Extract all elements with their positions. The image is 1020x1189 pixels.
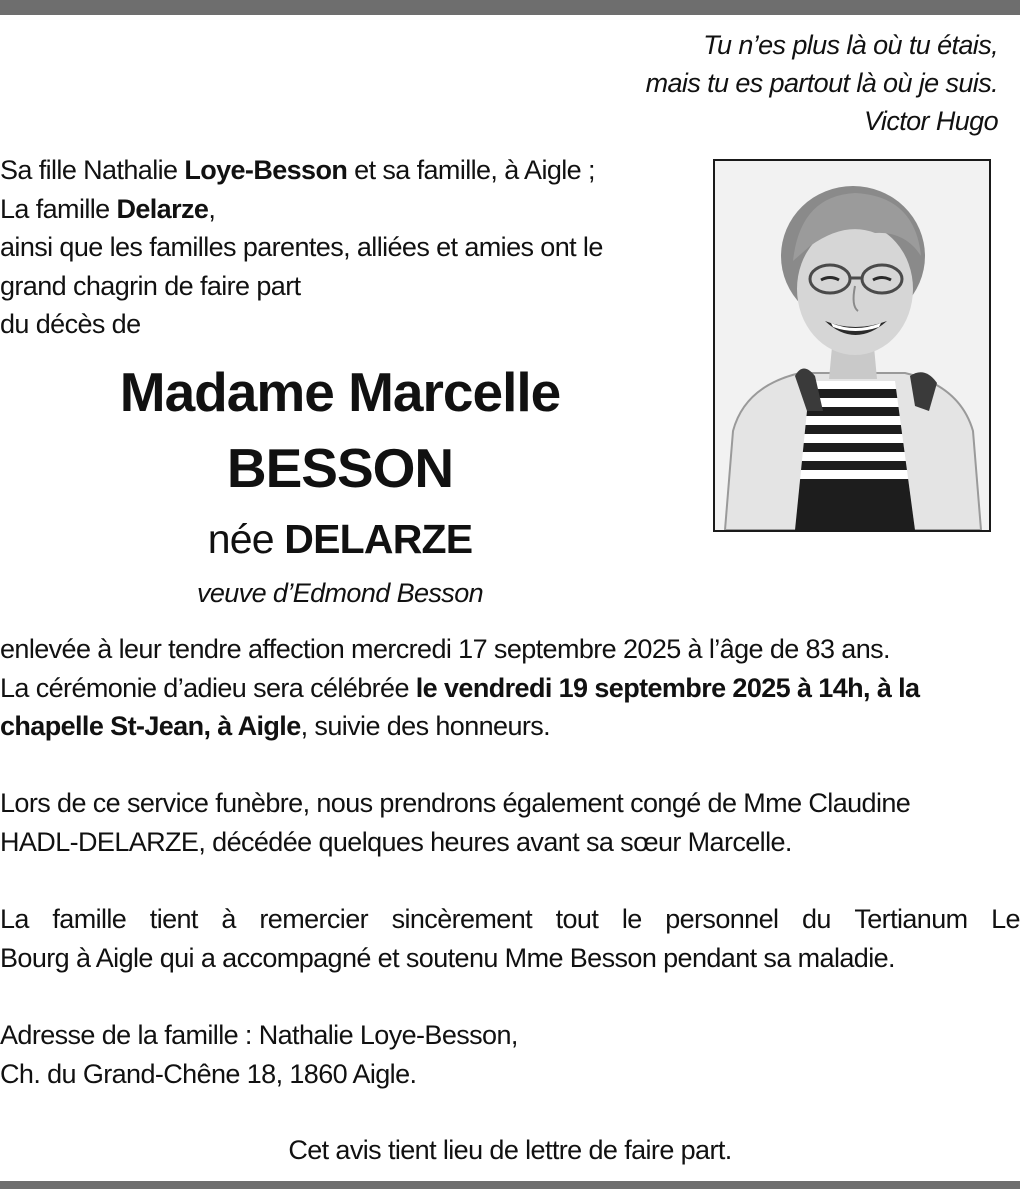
bottom-rule — [0, 1181, 1020, 1189]
thanks-word: famille — [52, 904, 127, 934]
family-surname: Delarze — [116, 193, 209, 224]
widow-of: veuve d’Edmond Besson — [196, 578, 484, 608]
intro-line-5: du décès de — [0, 309, 141, 339]
epigraph-author: Victor Hugo — [864, 106, 998, 136]
daughter-surname: Loye-Besson — [184, 155, 348, 185]
thanks-word: La — [0, 904, 29, 934]
thanks-word: le — [621, 904, 642, 934]
intro-line-1 — [0, 151, 700, 190]
intro-line-4: grand chagrin de faire part — [0, 270, 301, 301]
announcement-line-3 — [0, 707, 1020, 746]
thanks-line-2: Bourg à Aigle qui a accompagné et soutenu Mme Besson pendant sa maladie. — [0, 942, 895, 973]
intro-text: , — [208, 193, 216, 224]
thanks-line-1 — [0, 900, 1020, 939]
announcement-paragraph — [0, 630, 1020, 746]
family-address — [0, 1016, 1020, 1093]
thanks-word: Le — [991, 904, 1020, 934]
intro-text: La famille — [0, 193, 117, 224]
address-line-1: Adresse de la famille : Nathalie Loye-Besson, — [0, 1020, 518, 1050]
thanks-word: du — [801, 904, 831, 934]
thanks-paragraph — [0, 900, 1020, 977]
thanks-word: remercier — [259, 904, 369, 934]
intro-line-3: ainsi que les familles parentes, alliées et amies ont le — [0, 232, 603, 262]
ceremony-date: le vendredi 19 septembre 2025 à 14h, à la — [415, 672, 920, 703]
intro-line-2 — [0, 190, 700, 229]
thanks-word: personnel — [665, 904, 779, 934]
announcement-text: La cérémonie d’adieu sera célébrée — [0, 672, 416, 703]
thanks-word: tout — [555, 904, 599, 934]
thanks-word: Tertianum — [854, 904, 968, 934]
ceremony-place: chapelle St-Jean, à Aigle — [0, 711, 301, 741]
address-line-2: Ch. du Grand-Chêne 18, 1860 Aigle. — [0, 1058, 417, 1089]
deceased-surname: BESSON — [226, 437, 454, 499]
thanks-word: à — [221, 904, 236, 934]
deceased-name-line-1: Madame Marcelle — [119, 361, 561, 423]
announcement-line-2 — [0, 669, 1020, 708]
announcement-text: , suivie des honneurs. — [300, 711, 551, 741]
maiden-name: DELARZE — [284, 516, 473, 562]
intro-paragraph — [0, 151, 700, 344]
epigraph — [646, 26, 998, 140]
announcement-line-1: enlevée à leur tendre affection mercredi 17 septembre 2025 à l’âge de 83 ans. — [0, 634, 890, 664]
service-note-line-2: HADL-DELARZE, décédée quelques heures avant sa sœur Marcelle. — [0, 826, 792, 857]
service-note-paragraph — [0, 784, 1020, 861]
thanks-word: sincèrement — [391, 904, 533, 934]
intro-text: et sa famille, à Aigle ; — [347, 155, 595, 185]
top-rule — [0, 0, 1020, 15]
service-note-line-1: Lors de ce service funèbre, nous prendrons également congé de Mme Claudine — [0, 788, 911, 818]
intro-text: Sa fille Nathalie — [0, 155, 185, 185]
portrait-illustration — [715, 161, 989, 530]
epigraph-line-2: mais tu es partout là où je suis. — [645, 68, 998, 98]
nee-label: née — [207, 516, 285, 562]
closing-note: Cet avis tient lieu de lettre de faire part. — [288, 1135, 732, 1165]
portrait-photo — [713, 159, 991, 532]
epigraph-line-1: Tu n’es plus là où tu étais, — [703, 30, 998, 60]
thanks-word: tient — [149, 904, 198, 934]
maiden-name-line — [60, 516, 620, 563]
